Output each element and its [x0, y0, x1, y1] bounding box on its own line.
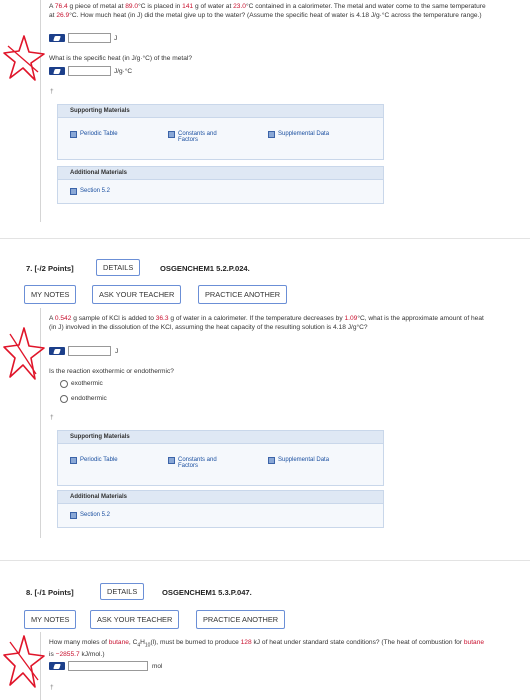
- highlighted-value: 76.4: [54, 3, 68, 10]
- text-fragment: °C contained in a calorimeter. The metal and water come to the same temperature at: [49, 3, 486, 19]
- document-icon: [70, 512, 77, 519]
- text-fragment: 10: [144, 642, 151, 649]
- text-fragment: kJ of heat under standard state conditions? (The heat of combustion for: [251, 639, 464, 646]
- ask-teacher-button[interactable]: ASK YOUR TEACHER: [90, 610, 179, 629]
- section-divider: [0, 238, 530, 239]
- question-7-header: 7. [-/2 Points]: [26, 264, 74, 273]
- star-annotation: [2, 632, 46, 692]
- my-notes-button[interactable]: MY NOTES: [24, 285, 76, 304]
- text-fragment: g of water at: [193, 3, 234, 10]
- document-icon: [268, 457, 275, 464]
- exothermic-radio[interactable]: [60, 380, 68, 388]
- question-8-header: 8. [-/1 Points]: [26, 588, 74, 597]
- details-button[interactable]: DETAILS: [100, 583, 144, 600]
- specific-heat-input[interactable]: [68, 66, 111, 76]
- question-7-code: OSGENCHEM1 5.2.P.024.: [160, 264, 250, 273]
- exothermic-label: exothermic: [71, 380, 103, 387]
- question-8-body: [40, 632, 491, 700]
- answer-button-3[interactable]: [49, 347, 65, 355]
- heat-unit: J: [114, 35, 118, 42]
- text-fragment: °C, what is the approximate amount of heat (in J) involved in the dissolution of the KCl, assuming the heat capacity of the resulting solution is 4.18 J/g°C?: [49, 315, 484, 331]
- pencil-icon: [53, 664, 61, 669]
- details-button[interactable]: DETAILS: [96, 259, 140, 276]
- supporting-materials-title: Supporting Materials: [58, 431, 383, 444]
- question-6-text: [49, 2, 489, 20]
- text-fragment: is: [49, 651, 56, 659]
- moles-input[interactable]: [68, 661, 148, 671]
- kcl-heat-input[interactable]: [68, 346, 111, 356]
- text-fragment: , C: [128, 639, 138, 646]
- constants-factors-link[interactable]: Constants and Factors: [168, 131, 238, 143]
- text-fragment: 4: [137, 642, 141, 649]
- document-icon: [168, 131, 175, 138]
- constants-factors-link[interactable]: Constants and Factors: [168, 457, 238, 469]
- star-annotation: [2, 32, 46, 84]
- moles-unit: mol: [152, 663, 163, 670]
- section-link[interactable]: Section 5.2: [70, 188, 110, 195]
- question-8-code: OSGENCHEM1 5.3.P.047.: [162, 588, 252, 597]
- supplemental-data-link[interactable]: Supplemental Data: [268, 457, 329, 464]
- highlighted-value: 36.3: [155, 315, 169, 322]
- text-fragment: How many moles of: [49, 639, 109, 646]
- periodic-table-link[interactable]: Periodic Table: [70, 131, 118, 138]
- supporting-materials-panel: [57, 104, 384, 160]
- kcl-heat-unit: J: [115, 348, 119, 355]
- additional-materials-title: Additional Materials: [58, 167, 383, 180]
- highlighted-value: 89.0: [125, 3, 139, 10]
- highlighted-value: 1.09: [344, 315, 358, 322]
- highlighted-value: 128: [240, 639, 252, 646]
- highlighted-value: 141: [182, 3, 194, 10]
- text-fragment: A: [49, 315, 55, 322]
- dagger-marker: †: [50, 88, 54, 95]
- text-fragment: kJ/mol.): [79, 651, 105, 659]
- specific-heat-unit: J/g·°C: [114, 68, 133, 75]
- text-fragment: °C is placed in: [138, 3, 183, 10]
- star-annotation: [2, 324, 46, 384]
- periodic-table-link[interactable]: Periodic Table: [70, 457, 118, 464]
- additional-materials-title: Additional Materials: [58, 491, 383, 504]
- additional-materials-panel: [57, 490, 384, 528]
- practice-another-button[interactable]: PRACTICE ANOTHER: [196, 610, 285, 629]
- my-notes-button[interactable]: MY NOTES: [24, 610, 76, 629]
- endothermic-radio[interactable]: [60, 395, 68, 403]
- practice-another-button[interactable]: PRACTICE ANOTHER: [198, 285, 287, 304]
- document-icon: [70, 457, 77, 464]
- pencil-icon: [53, 69, 61, 74]
- document-icon: [268, 131, 275, 138]
- text-fragment: g sample of KCl is added to: [71, 315, 156, 322]
- heat-answer-input[interactable]: [68, 33, 111, 43]
- text-fragment: °C. How much heat (in J) did the metal give up to the water? (Assume the specific heat of water is 4.18 J/g·°C across the temperature range.): [69, 12, 482, 19]
- highlighted-value: 26.9: [56, 12, 70, 19]
- question-7-body: [40, 308, 491, 538]
- question-7-text: [49, 314, 487, 332]
- highlighted-value: 0.542: [54, 315, 72, 322]
- answer-button-4[interactable]: [49, 662, 65, 670]
- text-fragment: g of water in a calorimeter. If the temperature decreases by: [168, 315, 345, 322]
- text-fragment: A: [49, 3, 55, 10]
- question-8-text: [49, 638, 487, 659]
- document-icon: [70, 188, 77, 195]
- supporting-materials-panel: [57, 430, 384, 486]
- additional-materials-panel: [57, 166, 384, 204]
- dagger-marker: †: [50, 684, 54, 691]
- text-fragment: (l), must be burned to produce: [150, 639, 241, 646]
- highlighted-value: −2855.7: [55, 651, 80, 659]
- text-fragment: H: [140, 639, 145, 646]
- pencil-icon: [53, 349, 61, 354]
- document-icon: [70, 131, 77, 138]
- ask-teacher-button[interactable]: ASK YOUR TEACHER: [92, 285, 181, 304]
- question-6-body: [40, 0, 491, 222]
- endothermic-label: endothermic: [71, 395, 107, 402]
- answer-button-2[interactable]: [49, 67, 65, 75]
- supplemental-data-link[interactable]: Supplemental Data: [268, 131, 329, 138]
- supporting-materials-title: Supporting Materials: [58, 105, 383, 118]
- section-divider: [0, 560, 530, 561]
- dagger-marker: †: [50, 414, 54, 421]
- highlighted-value: butane: [108, 639, 129, 646]
- highlighted-value: butane: [463, 639, 485, 646]
- pencil-icon: [53, 36, 61, 41]
- reaction-type-question: Is the reaction exothermic or endothermic?: [49, 368, 174, 375]
- answer-button-1[interactable]: [49, 34, 65, 42]
- text-fragment: g piece of metal at: [67, 3, 126, 10]
- document-icon: [168, 457, 175, 464]
- highlighted-value: 23.0: [233, 3, 246, 10]
- specific-heat-question: What is the specific heat (in J/g·°C) of the metal?: [49, 55, 192, 62]
- section-link[interactable]: Section 5.2: [70, 512, 110, 519]
